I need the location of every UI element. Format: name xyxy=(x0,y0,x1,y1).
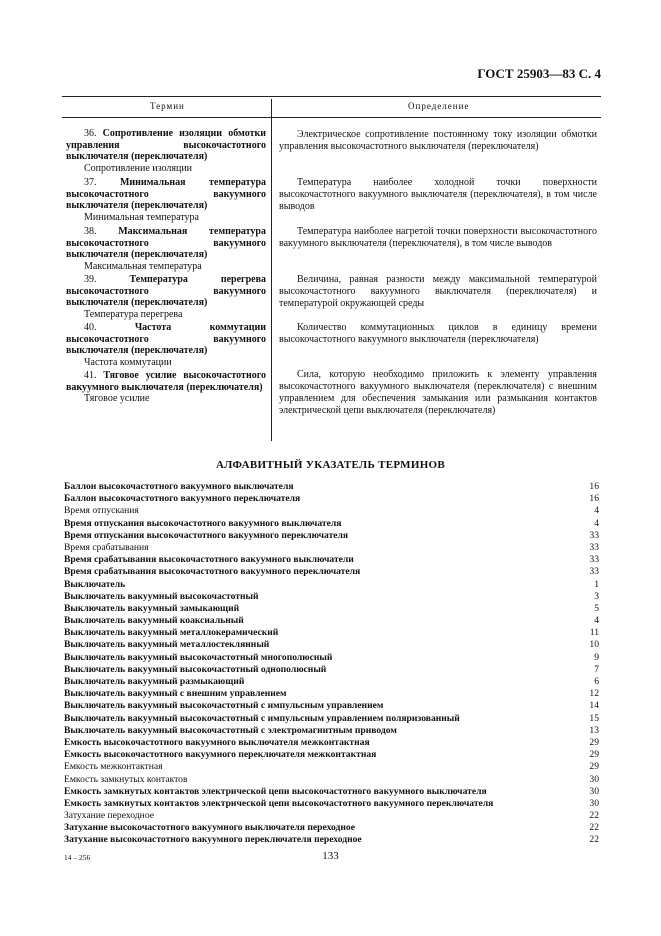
index-entry-number: 4 xyxy=(594,505,599,517)
index-entry-term: Выключатель вакуумный металлокерамический xyxy=(64,627,279,639)
index-entry xyxy=(64,530,599,542)
index-entry-number: 15 xyxy=(589,712,599,724)
index-entry-number: 4 xyxy=(594,615,599,627)
term-short: Максимальная температура xyxy=(84,260,202,272)
index-entry-term: Затухание переходное xyxy=(64,810,154,822)
index-entry-number: 13 xyxy=(589,724,599,736)
term-entry xyxy=(66,177,266,223)
term-number: 38. xyxy=(84,226,97,237)
index-entry-number: 6 xyxy=(594,676,599,687)
index-entry xyxy=(64,676,599,688)
index-entry-number: 3 xyxy=(594,590,599,602)
term-entry xyxy=(66,370,266,405)
index-entry-number: 29 xyxy=(589,736,599,748)
alphabetical-index xyxy=(64,481,599,847)
column-header-term: Термин xyxy=(150,101,185,111)
term-name: Максимальная температура высокочастотного вакуумного выключателя (переключателя) xyxy=(66,226,266,260)
term-number: 40. xyxy=(84,322,97,333)
index-entry xyxy=(64,639,599,651)
index-entry-number: 22 xyxy=(589,822,599,834)
term-entry xyxy=(66,274,266,320)
table-top-rule xyxy=(62,96,601,97)
term-number: 39. xyxy=(84,274,97,285)
index-entry-term: Время отпускания xyxy=(64,505,139,517)
index-entry xyxy=(64,822,599,834)
term-name: Температура перегрева высокочастотного вакуумного выключателя (переключателя) xyxy=(66,274,266,308)
term-short: Минимальная температура xyxy=(84,211,199,223)
index-entry xyxy=(64,591,599,603)
index-entry-term: Баллон высокочастотного вакуумного переключателя xyxy=(64,493,301,505)
index-entry-term: Затухание высокочастотного вакуумного выключателя переходное xyxy=(64,822,355,834)
table-column-divider xyxy=(271,99,272,441)
index-entry-number: 16 xyxy=(589,481,599,492)
term-entry xyxy=(66,128,266,174)
index-entry xyxy=(64,725,599,737)
term-short: Сопротивление изоляции xyxy=(84,162,193,174)
index-entry xyxy=(64,603,599,615)
index-entry-term: Емкость высокочастотного вакуумного выключателя межконтактная xyxy=(64,736,370,748)
index-entry-term: Затухание высокочастотного вакуумного переключателя переходное xyxy=(64,834,362,846)
term-number: 37. xyxy=(84,177,97,188)
table-header-rule xyxy=(62,117,601,118)
index-entry-term: Выключатель вакуумный металлостеклянный xyxy=(64,639,270,651)
index-entry xyxy=(64,774,599,786)
index-entry xyxy=(64,761,599,773)
index-entry xyxy=(64,518,599,530)
index-entry-term: Время отпускания высокочастотного вакуумного переключателя xyxy=(64,529,349,541)
index-entry-term: Время срабатывания xyxy=(64,541,149,553)
term-definition: Величина, равная разности между максимальной температурой высокочастотного вакуумного выключателя (переключателя) и температурой окружающей среды xyxy=(279,274,597,309)
index-entry-term: Выключатель вакуумный высокочастотный xyxy=(64,590,259,602)
index-entry-number: 33 xyxy=(589,566,599,578)
index-entry-number: 33 xyxy=(589,554,599,566)
index-entry-term: Выключатель вакуумный с внешним управлением xyxy=(64,688,287,700)
index-entry-term: Выключатель xyxy=(64,578,126,590)
index-entry xyxy=(64,542,599,554)
index-entry-term: Время отпускания высокочастотного вакуумного выключателя xyxy=(64,517,342,529)
index-entry-term: Время срабатывания высокочастотного вакуумного переключателя xyxy=(64,566,361,578)
term-name: Минимальная температура высокочастотного вакуумного выключателя (переключателя) xyxy=(66,177,266,211)
term-name: Тяговое усилие высокочастотного вакуумного выключателя (переключателя) xyxy=(66,370,266,393)
index-entry xyxy=(64,627,599,639)
index-entry-term: Выключатель вакуумный высокочастотный с электромагнитным приводом xyxy=(64,724,397,736)
index-entry-term: Выключатель вакуумный высокочастотный многополюсный xyxy=(64,651,333,663)
term-name: Сопротивление изоляции обмотки управления высокочастотного выключателя (переключателя) xyxy=(66,128,267,162)
column-header-definition: Определение xyxy=(408,101,470,111)
index-entry xyxy=(64,713,599,725)
index-entry-number: 29 xyxy=(589,761,599,773)
index-entry xyxy=(64,652,599,664)
term-definition: Температура наиболее нагретой точки поверхности высокочастотного вакуумного выключателя (переключателя), в том числе выводов xyxy=(279,226,597,249)
index-entry-number: 16 xyxy=(589,493,599,505)
index-entry xyxy=(64,505,599,517)
index-entry-term: Выключатель вакуумный коаксиальный xyxy=(64,615,244,627)
index-entry xyxy=(64,664,599,676)
index-entry xyxy=(64,615,599,627)
index-entry-term: Время срабатывания высокочастотного вакуумного выключатели xyxy=(64,554,354,566)
index-entry-term: Выключатель вакуумный высокочастотный с импульсным управлением поляризованный xyxy=(64,712,460,724)
term-definition: Сила, которую необходимо приложить к элементу управления высокочастотного вакуумного выключателя (переключателя) с внешним управлением для обеспечения замыкания или размыкания контактов электрической цепи выключателя (переключателя) xyxy=(279,369,597,416)
index-entry-number: 30 xyxy=(589,773,599,785)
index-entry-number: 33 xyxy=(589,541,599,553)
index-entry xyxy=(64,786,599,798)
index-entry-number: 10 xyxy=(589,639,599,651)
index-entry-term: Выключатель вакуумный высокочастотный с импульсным управлением xyxy=(64,700,384,712)
index-entry-term: Выключатель вакуумный замыкающий xyxy=(64,602,240,614)
index-entry-term: Емкость замкнутых контактов электрической цепи высокочастотного вакуумного выключателя xyxy=(64,785,487,797)
index-entry-number: 4 xyxy=(594,517,599,529)
index-entry-number: 30 xyxy=(589,797,599,809)
index-entry-number: 1 xyxy=(594,578,599,590)
index-entry-number: 12 xyxy=(589,688,599,700)
index-entry-number: 33 xyxy=(589,529,599,541)
term-definition: Электрическое сопротивление постоянному току изоляции обмотки управления высокочастотного выключателя (переключателя) xyxy=(279,129,597,152)
index-entry-number: 14 xyxy=(589,700,599,712)
term-definition: Температура наиболее холодной точки поверхности высокочастотного вакуумного выключателя (переключателя), в том числе выводов xyxy=(279,177,597,212)
index-entry xyxy=(64,579,599,591)
index-entry-number: 11 xyxy=(589,627,599,639)
index-entry-number: 22 xyxy=(589,810,599,822)
index-entry-number: 22 xyxy=(589,834,599,846)
index-entry xyxy=(64,798,599,810)
index-entry-term: Емкость замкнутых контактов электрической цепи высокочастотного вакуумного переключателя xyxy=(64,797,494,809)
index-entry-number: 9 xyxy=(594,651,599,663)
index-entry xyxy=(64,749,599,761)
document-header: ГОСТ 25903—83 С. 4 xyxy=(477,66,601,81)
index-entry-number: 30 xyxy=(589,785,599,797)
index-entry xyxy=(64,481,599,493)
index-entry xyxy=(64,493,599,505)
index-entry-term: Выключатель вакуумный высокочастотный однополюсный xyxy=(64,663,327,675)
index-entry-term: Емкость замкнутых контактов xyxy=(64,773,188,785)
index-entry xyxy=(64,834,599,846)
term-short: Температура перегрева xyxy=(84,308,183,320)
term-name: Частота коммутации высокочастотного вакуумного выключателя (переключателя) xyxy=(66,322,266,356)
term-entry xyxy=(66,322,266,368)
index-entry-term: Емкость высокочастотного вакуумного переключателя межконтактная xyxy=(64,749,377,761)
index-entry-term: Баллон высокочастотного вакуумного выключателя xyxy=(64,481,294,492)
page-number: 133 xyxy=(322,850,339,862)
term-number: 41. xyxy=(84,370,97,381)
index-entry-term: Емкость межконтактная xyxy=(64,761,163,773)
term-entry xyxy=(66,226,266,272)
index-entry xyxy=(64,566,599,578)
print-mark: 14 – 256 xyxy=(64,853,91,862)
index-title: АЛФАВИТНЫЙ УКАЗАТЕЛЬ ТЕРМИНОВ xyxy=(215,459,446,471)
index-entry xyxy=(64,810,599,822)
index-entry-term: Выключатель вакуумный размыкающий xyxy=(64,676,245,687)
index-entry xyxy=(64,700,599,712)
index-entry xyxy=(64,737,599,749)
index-entry xyxy=(64,688,599,700)
term-short: Тяговое усилие xyxy=(84,393,150,404)
term-number: 36. xyxy=(84,128,97,139)
index-entry xyxy=(64,554,599,566)
index-entry-number: 29 xyxy=(589,749,599,761)
index-entry-number: 5 xyxy=(594,602,599,614)
index-entry-number: 7 xyxy=(594,663,599,675)
term-definition: Количество коммутационных циклов в единицу времени высокочастотного вакуумного выключателя (переключателя) xyxy=(279,322,597,345)
term-short: Частота коммутации xyxy=(84,356,172,368)
